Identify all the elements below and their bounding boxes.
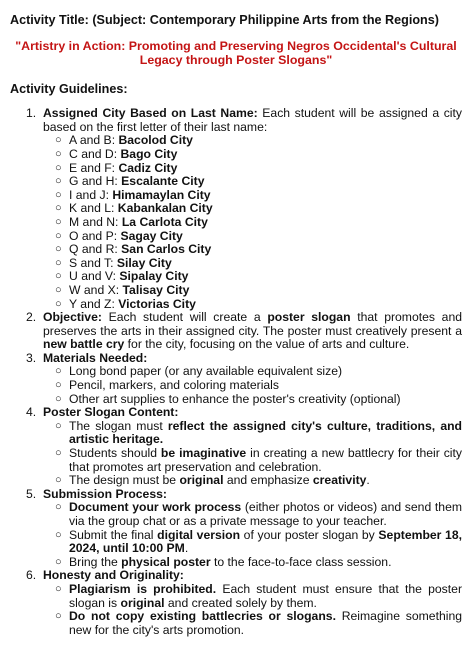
city-letters: G and H: [69, 174, 122, 189]
item-number: 3. [26, 350, 37, 365]
item-heading: Materials Needed: [43, 350, 148, 365]
activity-title: Activity Title: (Subject: Contemporary Philippine Arts from the Regions) [10, 13, 439, 27]
bullet-icon: ○ [55, 270, 62, 283]
list-item-emphasis: reflect the assigned city's culture, traditions, and artistic heritage. [69, 418, 462, 447]
bullet-icon: ○ [55, 447, 62, 460]
list-item-emphasis: September 18, 2024, until 10:00 PM [69, 527, 462, 556]
list-item-text: Students should [69, 446, 161, 461]
list-item [43, 610, 462, 637]
city-list [43, 134, 462, 311]
item-heading: Submission Process: [43, 486, 167, 501]
list-item-emphasis: be imaginative [160, 446, 247, 461]
bullet-icon: ○ [55, 188, 62, 201]
city-name: Victorias City [118, 296, 196, 311]
item-number: 2. [26, 310, 37, 325]
item-number: 4. [26, 405, 37, 420]
list-item-text: Submit the final [69, 527, 158, 542]
bullet-icon: ○ [55, 256, 62, 269]
list-item-text: . [184, 541, 189, 556]
city-name: Silay City [116, 255, 172, 270]
city-letters: W and X: [69, 282, 123, 297]
list-item-text: The slogan must [69, 418, 168, 433]
list-item-text: and emphasize [223, 473, 313, 488]
list-item-emphasis: Document your work process [69, 500, 242, 515]
list-item-emphasis: original [179, 473, 224, 488]
city-name: La Carlota City [121, 214, 208, 229]
list-item-text: (either photos or videos) and send them via the group chat or as a private message to your teacher. [69, 500, 462, 528]
city-letters: S and T: [69, 255, 117, 270]
item-number: 5. [26, 486, 37, 501]
bullet-icon: ○ [55, 215, 62, 228]
guideline-item-materials [10, 352, 462, 406]
item-heading: Objective: [43, 310, 102, 325]
list-item-emphasis: digital version [157, 527, 241, 542]
list-item-text: Other art supplies to enhance the poster's creativity (optional) [69, 391, 401, 406]
city-name: Cadiz City [118, 160, 178, 175]
bullet-icon: ○ [55, 243, 62, 256]
list-item [43, 379, 462, 393]
bullet-icon: ○ [55, 134, 62, 147]
list-item-text: Each student must ensure that the poster slogan is [69, 581, 462, 610]
city-name: Sagay City [120, 228, 183, 243]
bullet-icon: ○ [55, 528, 62, 541]
list-item-text: Pencil, markers, and coloring materials [69, 378, 279, 393]
list-item [43, 474, 462, 488]
list-item-emphasis: Plagiarism is prohibited. [69, 581, 217, 596]
bullet-icon: ○ [55, 555, 62, 568]
list-item [43, 556, 462, 570]
city-letters: A and B: [69, 133, 119, 148]
list-item-emphasis: creativity [312, 473, 367, 488]
city-letters: C and D: [69, 146, 121, 161]
list-item-emphasis: original [120, 595, 165, 610]
guideline-item-poster-content [10, 406, 462, 488]
item-text: that promotes and preserves the arts in their assigned city. The poster must creatively present a [43, 310, 462, 338]
bullet-icon: ○ [55, 501, 62, 514]
list-item-text: Long bond paper (or any available equivalent size) [69, 364, 343, 379]
city-name: Talisay City [122, 282, 190, 297]
list-item [43, 134, 462, 148]
list-item-text: of your poster slogan by [240, 527, 379, 542]
honesty-list [43, 583, 462, 637]
item-number: 1. [26, 106, 37, 121]
list-item-emphasis: Do not copy existing battlecries or slogans. [69, 609, 336, 624]
list-item [43, 175, 462, 189]
list-item [43, 298, 462, 312]
list-item [43, 216, 462, 230]
city-letters: O and P: [69, 228, 121, 243]
list-item [43, 243, 462, 257]
item-number: 6. [26, 568, 37, 583]
list-item [43, 583, 462, 610]
bullet-icon: ○ [55, 229, 62, 242]
list-item [43, 257, 462, 271]
activity-subtitle: "Artistry in Action: Promoting and Preserving Negros Occidental's Cultural Legacy through Poster Slogans" [15, 38, 457, 68]
list-item [43, 189, 462, 203]
item-heading: Honesty and Originality: [43, 568, 184, 583]
list-item-text: to the face-to-face class session. [210, 554, 392, 569]
content-list [43, 420, 462, 488]
list-item [43, 202, 462, 216]
item-text: Each student will be assigned a city based on the first letter of their last name: [43, 106, 462, 134]
materials-list [43, 365, 462, 406]
city-name: Kabankalan City [117, 201, 213, 216]
guideline-item-submission [10, 488, 462, 570]
city-letters: E and F: [69, 160, 119, 175]
item-heading: Assigned City Based on Last Name: [43, 106, 258, 121]
guidelines-heading: Activity Guidelines: [10, 81, 128, 96]
guideline-item-assigned-city [10, 107, 462, 311]
city-name: San Carlos City [121, 242, 212, 257]
submission-list [43, 501, 462, 569]
bullet-icon: ○ [55, 147, 62, 160]
list-item-text: in creating a new battlecry for their city that promotes art preservation and celebration. [69, 446, 462, 474]
bullet-icon: ○ [55, 283, 62, 296]
city-name: Sipalay City [119, 269, 189, 284]
list-item-text: Bring the [69, 554, 122, 569]
city-letters: M and N: [69, 214, 122, 229]
bullet-icon: ○ [55, 202, 62, 215]
list-item [43, 230, 462, 244]
bullet-icon: ○ [55, 610, 62, 623]
bullet-icon: ○ [55, 379, 62, 392]
city-letters: I and J: [69, 187, 113, 202]
item-text: Each student will create a [101, 310, 268, 325]
city-letters: K and L: [69, 201, 118, 216]
bullet-icon: ○ [55, 582, 62, 595]
bullet-icon: ○ [55, 474, 62, 487]
city-letters: U and V: [69, 269, 120, 284]
list-item [43, 529, 462, 556]
city-name: Bago City [120, 146, 178, 161]
bullet-icon: ○ [55, 392, 62, 405]
item-text: for the city, focusing on the value of arts and culture. [124, 337, 410, 352]
list-item [43, 420, 462, 447]
list-item [43, 501, 462, 528]
list-item-text: and created solely by them. [164, 595, 317, 610]
guideline-item-objective [10, 311, 462, 352]
city-name: Bacolod City [118, 133, 193, 148]
bullet-icon: ○ [55, 175, 62, 188]
item-emphasis: poster slogan [267, 310, 351, 325]
list-item [43, 148, 462, 162]
item-heading: Poster Slogan Content: [43, 405, 179, 420]
bullet-icon: ○ [55, 297, 62, 310]
city-letters: Y and Z: [69, 296, 119, 311]
list-item [43, 365, 462, 379]
list-item [43, 447, 462, 474]
list-item-text: . [366, 473, 370, 488]
guidelines-list [10, 107, 462, 637]
list-item [43, 162, 462, 176]
city-name: Himamaylan City [112, 187, 211, 202]
bullet-icon: ○ [55, 365, 62, 378]
city-letters: Q and R: [69, 242, 122, 257]
list-item-emphasis: physical poster [121, 554, 211, 569]
list-item-text: The design must be [69, 473, 180, 488]
guideline-item-honesty [10, 569, 462, 637]
list-item [43, 270, 462, 284]
list-item [43, 393, 462, 407]
list-item-text: Reimagine something new for the city's arts promotion. [69, 609, 462, 637]
bullet-icon: ○ [55, 419, 62, 432]
bullet-icon: ○ [55, 161, 62, 174]
item-emphasis: new battle cry [43, 337, 125, 352]
city-name: Escalante City [121, 174, 205, 189]
list-item [43, 284, 462, 298]
